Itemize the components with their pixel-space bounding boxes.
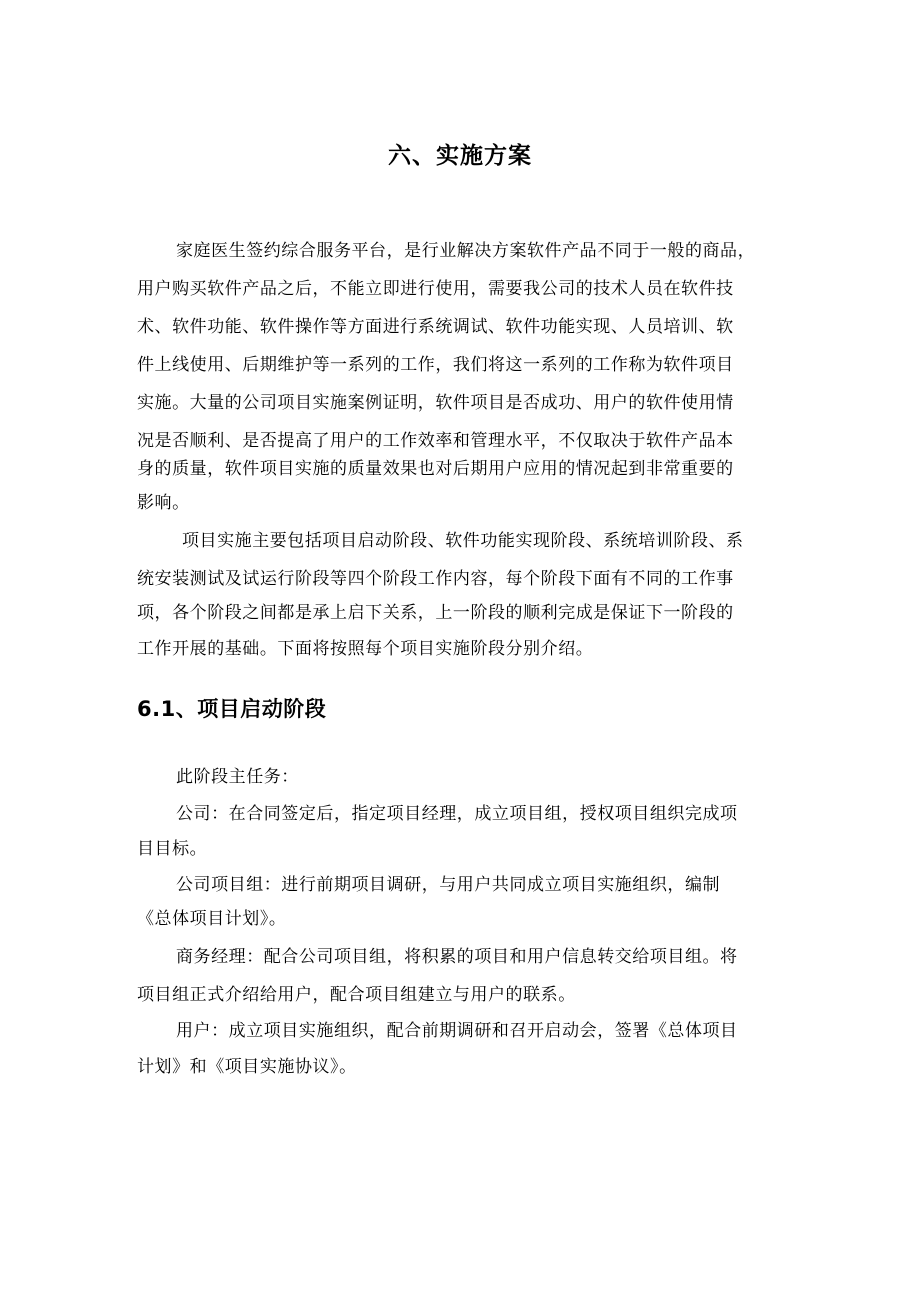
paragraph-1-line: 况是否顺利、是否提高了用户的工作效率和管理水平，不仅取决于软件产品本 bbox=[137, 431, 734, 451]
paragraph-1-line: 实施。大量的公司项目实施案例证明，软件项目是否成功、用户的软件使用情 bbox=[137, 393, 734, 413]
paragraph-1-line: 件上线使用、后期维护等一系列的工作，我们将这一系列的工作称为软件项目 bbox=[137, 355, 734, 375]
paragraph-1-line: 用户购买软件产品之后，不能立即进行使用，需要我公司的技术人员在软件技 bbox=[137, 279, 734, 299]
section-line: 用户：成立项目实施组织，配合前期调研和召开启动会，签署《总体项目 bbox=[176, 1021, 738, 1041]
paragraph-1-line: 身的质量，软件项目实施的质量效果也对后期用户应用的情况起到非常重要的 bbox=[137, 459, 734, 479]
section-line: 商务经理：配合公司项目组，将积累的项目和用户信息转交给项目组。将 bbox=[176, 947, 738, 967]
paragraph-2-line: 项目实施主要包括项目启动阶段、软件功能实现阶段、系统培训阶段、系 bbox=[182, 531, 744, 551]
page-title: 六、实施方案 bbox=[388, 143, 532, 169]
paragraph-2-line: 项，各个阶段之间都是承上启下关系，上一阶段的顺利完成是保证下一阶段的 bbox=[137, 603, 734, 623]
paragraph-2-line: 工作开展的基础。下面将按照每个项目实施阶段分别介绍。 bbox=[137, 639, 594, 659]
section-line: 此阶段主任务： bbox=[176, 767, 299, 787]
section-line: 项目组正式介绍给用户，配合项目组建立与用户的联系。 bbox=[137, 985, 576, 1005]
section-line: 公司：在合同签定后，指定项目经理，成立项目组，授权项目组织完成项 bbox=[176, 804, 738, 824]
section-line: 计划》和《项目实施协议》。 bbox=[137, 1057, 357, 1077]
paragraph-1-line: 影响。 bbox=[137, 493, 190, 513]
section-line: 目目标。 bbox=[137, 839, 208, 859]
paragraph-2-line: 统安装测试及试运行阶段等四个阶段工作内容，每个阶段下面有不同的工作事 bbox=[137, 569, 734, 589]
section-line: 公司项目组：进行前期项目调研，与用户共同成立项目实施组织，编制 bbox=[176, 875, 721, 895]
section-line: 《总体项目计划》。 bbox=[137, 909, 287, 929]
paragraph-1-line: 家庭医生签约综合服务平台，是行业解决方案软件产品不同于一般的商品， bbox=[176, 241, 756, 261]
paragraph-1-line: 术、软件功能、软件操作等方面进行系统调试、软件功能实现、人员培训、软 bbox=[137, 317, 734, 337]
section-heading: 6.1、项目启动阶段 bbox=[137, 697, 327, 721]
